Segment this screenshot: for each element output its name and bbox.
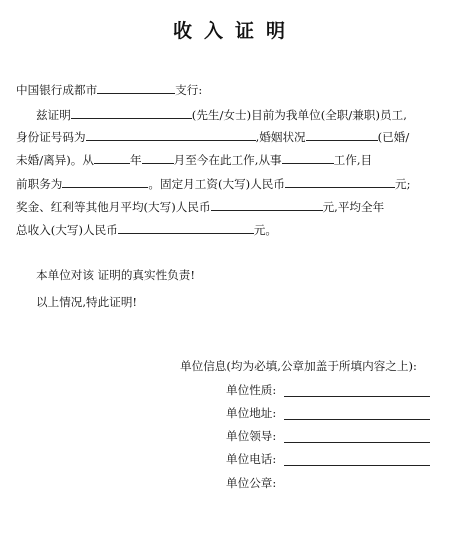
unit-phone-field[interactable] bbox=[284, 465, 430, 466]
unit-nature-label: 单位性质: bbox=[226, 383, 277, 397]
closing-statement: 以上情况,特此证明! bbox=[36, 295, 138, 309]
start-month-blank[interactable] bbox=[142, 152, 174, 164]
responsibility-statement: 本单位对该 证明的真实性负责! bbox=[36, 268, 196, 282]
annual-income-line bbox=[16, 222, 277, 238]
monthly-salary-blank[interactable] bbox=[285, 176, 395, 188]
id-prefix: 身份证号码为 bbox=[16, 130, 86, 144]
position-blank[interactable] bbox=[62, 176, 148, 188]
work-since-text: 月至今在此工作,从事 bbox=[173, 153, 282, 167]
position-label: 前职务为 bbox=[16, 177, 63, 191]
certify-prefix: 兹证明 bbox=[36, 108, 71, 122]
unit-phone-label: 单位电话: bbox=[226, 452, 277, 466]
marital-options-b: 未婚/离异)。从 bbox=[16, 153, 94, 167]
unit-seal-label: 单位公章: bbox=[226, 476, 277, 490]
monthly-salary-label: 。固定月工资(大写)人民币 bbox=[148, 177, 285, 191]
bank-line bbox=[16, 82, 202, 98]
bonus-blank[interactable] bbox=[211, 199, 323, 211]
unit-address-label: 单位地址: bbox=[226, 406, 277, 420]
bonus-label: 奖金、红利等其他月平均(大写)人民币 bbox=[16, 200, 211, 214]
certify-line bbox=[36, 107, 407, 123]
unit-leader-label: 单位领导: bbox=[226, 429, 277, 443]
unit-leader-field[interactable] bbox=[284, 442, 430, 443]
employee-name-blank[interactable] bbox=[71, 107, 192, 119]
marital-options-a: (已婚/ bbox=[377, 130, 410, 144]
year-label: 年 bbox=[130, 153, 142, 167]
annual-income-blank[interactable] bbox=[118, 222, 254, 234]
start-year-blank[interactable] bbox=[94, 152, 130, 164]
unit-info-header: 单位信息(均为必填,公章加盖于所填内容之上): bbox=[180, 359, 417, 373]
marital-status-blank[interactable] bbox=[306, 129, 378, 141]
unit-address-field[interactable] bbox=[284, 419, 430, 420]
employee-status-text: (先生/女士)目前为我单位(全职/兼职)员工, bbox=[191, 108, 407, 122]
work-suffix: 工作,目 bbox=[333, 153, 373, 167]
salary-unit: 元; bbox=[394, 177, 411, 191]
marital-label: ,婚姻状况 bbox=[255, 130, 306, 144]
annual-income-unit: 元。 bbox=[253, 223, 278, 237]
id-line bbox=[16, 129, 409, 145]
annual-income-label: 总收入(大写)人民币 bbox=[16, 223, 118, 237]
bonus-line bbox=[16, 199, 384, 215]
position-salary-line bbox=[16, 176, 410, 192]
unit-nature-field[interactable] bbox=[284, 396, 430, 397]
bonus-suffix: 元,平均全年 bbox=[322, 200, 385, 214]
bank-name-prefix: 中国银行成都市 bbox=[16, 83, 98, 97]
branch-blank[interactable] bbox=[97, 82, 175, 94]
branch-suffix: 支行: bbox=[175, 83, 203, 97]
job-type-blank[interactable] bbox=[282, 152, 334, 164]
id-number-blank[interactable] bbox=[86, 129, 256, 141]
document-title: 收入证明 bbox=[172, 20, 297, 42]
employment-line bbox=[16, 152, 372, 168]
